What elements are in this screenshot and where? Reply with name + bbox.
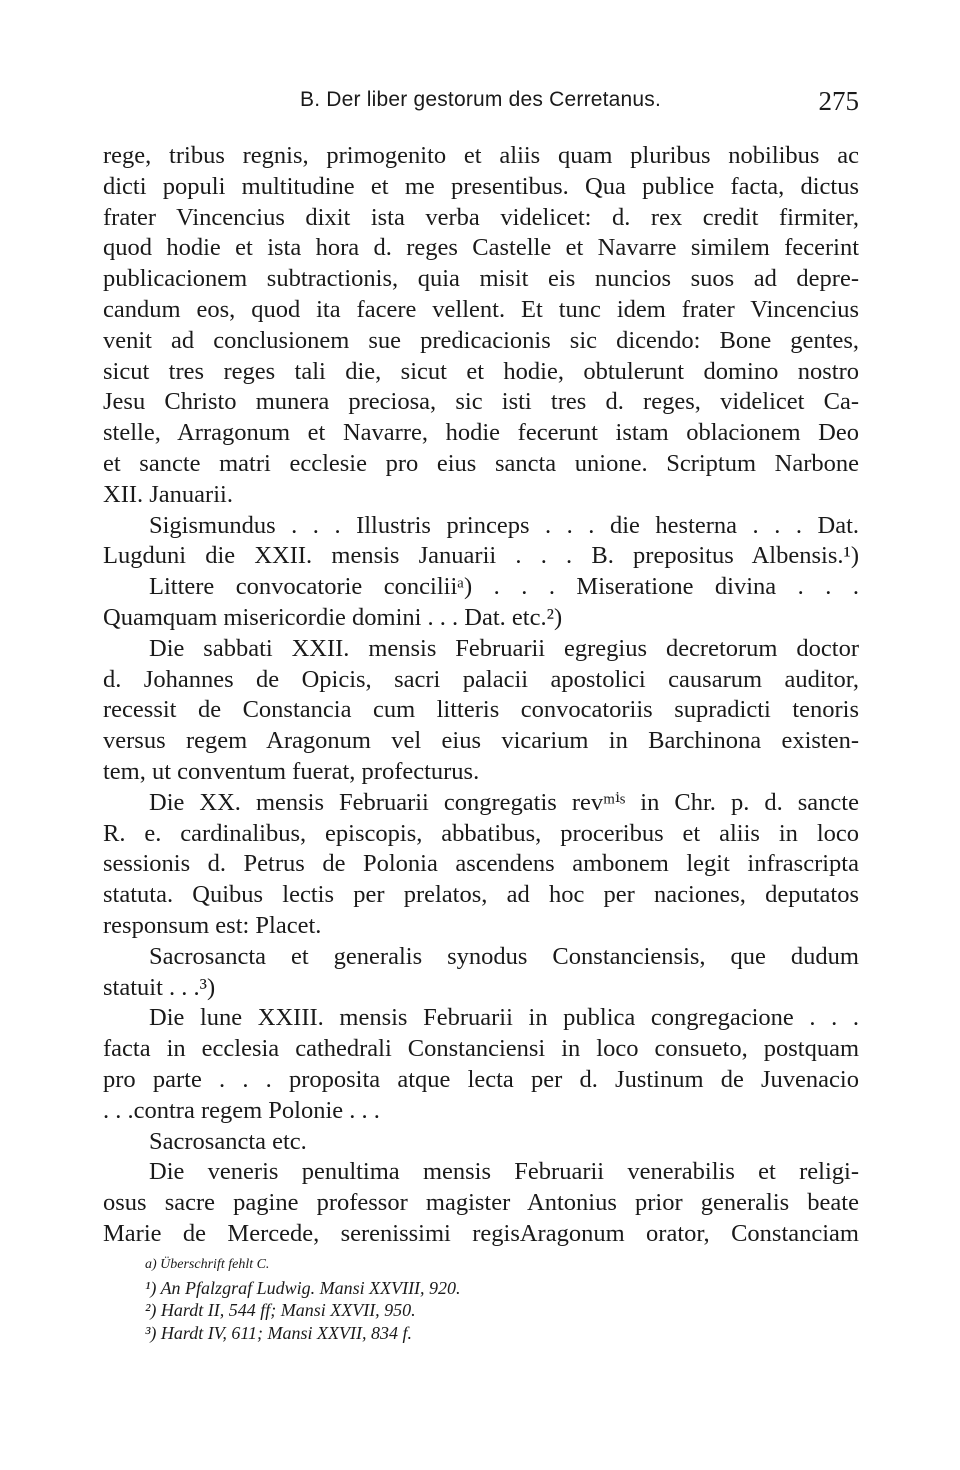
text-line: frater Vincencius dixit ista verba videlicet: d. rex credit firmiter, [103, 203, 859, 231]
text-line: versus regem Aragonum vel eius vicarium in Barchinona existen- [103, 727, 859, 755]
text-line: Jesu Christo munera preciosa, sic isti tres d. reges, videlicet Ca- [103, 388, 859, 416]
text-line: XII. Januarii. [103, 480, 233, 508]
text-line: et sancte matri ecclesie pro eius sancta unione. Scriptum Narbone [103, 449, 859, 477]
text-line: candum eos, quod ita facere vellent. Et tunc idem frater Vincencius [103, 295, 859, 323]
page-number: 275 [818, 86, 859, 116]
text-line: Die veneris penultima mensis Februarii venerabilis et religi- [149, 1158, 859, 1186]
text-line: facta in ecclesia cathedrali Constanciensi in loco consueto, postquam [103, 1035, 859, 1063]
body-text [103, 141, 859, 1250]
text-line: R. e. cardinalibus, episcopis, abbatibus, proceribus et aliis in loco [103, 819, 859, 847]
text-line: statuta. Quibus lectis per prelatos, ad hoc per naciones, deputatos [103, 881, 859, 909]
text-line: Die sabbati XXII. mensis Februarii egregius decretorum doctor [149, 634, 859, 662]
text-line: venit ad conclusionem sue predicacionis sic dicendo: Bone gentes, [103, 326, 859, 354]
text-line: Die lune XXIII. mensis Februarii in publica congregacione . . . [149, 1004, 859, 1032]
footnotes [145, 1254, 705, 1344]
text-line: publicacionem subtractionis, quia misit eis nuncios suos ad depre- [103, 265, 859, 293]
text-line: tem, ut conventum fuerat, profecturus. [103, 757, 480, 785]
text-line: Sacrosancta etc. [149, 1127, 307, 1155]
footnote-1: ¹) An Pfalzgraf Ludwig. Mansi XXVIII, 920. [145, 1277, 461, 1298]
text-line: Lugduni die XXII. mensis Januarii . . . B. prepositus Albensis.¹) [103, 542, 859, 570]
text-line: recessit de Constancia cum litteris convocatoriis supradicti tenoris [103, 696, 859, 724]
text-line: sicut tres reges tali die, sicut et hodie, obtulerunt domino nostro [103, 357, 859, 385]
text-line: dicti populi multitudine et me presentibus. Qua publice facta, dictus [103, 172, 859, 200]
text-line: Sigismundus . . . Illustris princeps . . . die hesterna . . . Dat. [149, 511, 859, 539]
text-line: statuit . . .³) [103, 973, 216, 1001]
footnote-a: a) Überschrift fehlt C. [145, 1257, 270, 1272]
page-header [103, 86, 859, 122]
text-line: Sacrosancta et generalis synodus Constanciensis, que dudum [149, 942, 859, 970]
text-line: quod hodie et ista hora d. reges Castelle et Navarre similem fecerint [103, 234, 859, 262]
text-line: . . .contra regem Polonie . . . [103, 1096, 380, 1124]
text-line: Marie de Mercede, serenissimi regisAragonum orator, Constanciam [103, 1219, 859, 1247]
running-head: B. Der liber gestorum des Cerretanus. [300, 88, 662, 111]
text-line: Littere convocatorie conciliiᵃ) . . . Miseratione divina . . . [149, 573, 859, 601]
text-line: responsum est: Placet. [103, 911, 322, 939]
text-line: Die XX. mensis Februarii congregatis revᵐⁱˢ in Chr. p. d. sancte [149, 788, 859, 816]
text-line: d. Johannes de Opicis, sacri palacii apostolici causarum auditor, [103, 665, 859, 693]
footnote-2: ²) Hardt II, 544 ff; Mansi XXVII, 950. [145, 1300, 416, 1320]
footnote-3: ³) Hardt IV, 611; Mansi XXVII, 834 f. [145, 1322, 413, 1343]
text-line: stelle, Arragonum et Navarre, hodie fecerunt istam oblacionem Deo [103, 419, 859, 447]
text-line: pro parte . . . proposita atque lecta per d. Justinum de Juvenacio [103, 1065, 859, 1093]
text-line: sessionis d. Petrus de Polonia ascendens ambonem legit infrascripta [103, 850, 859, 878]
text-line: Quamquam misericordie domini . . . Dat. etc.²) [103, 603, 563, 631]
text-line: osus sacre pagine professor magister Antonius prior generalis beate [103, 1189, 859, 1217]
text-line: rege, tribus regnis, primogenito et aliis quam pluribus nobilibus ac [103, 142, 859, 169]
